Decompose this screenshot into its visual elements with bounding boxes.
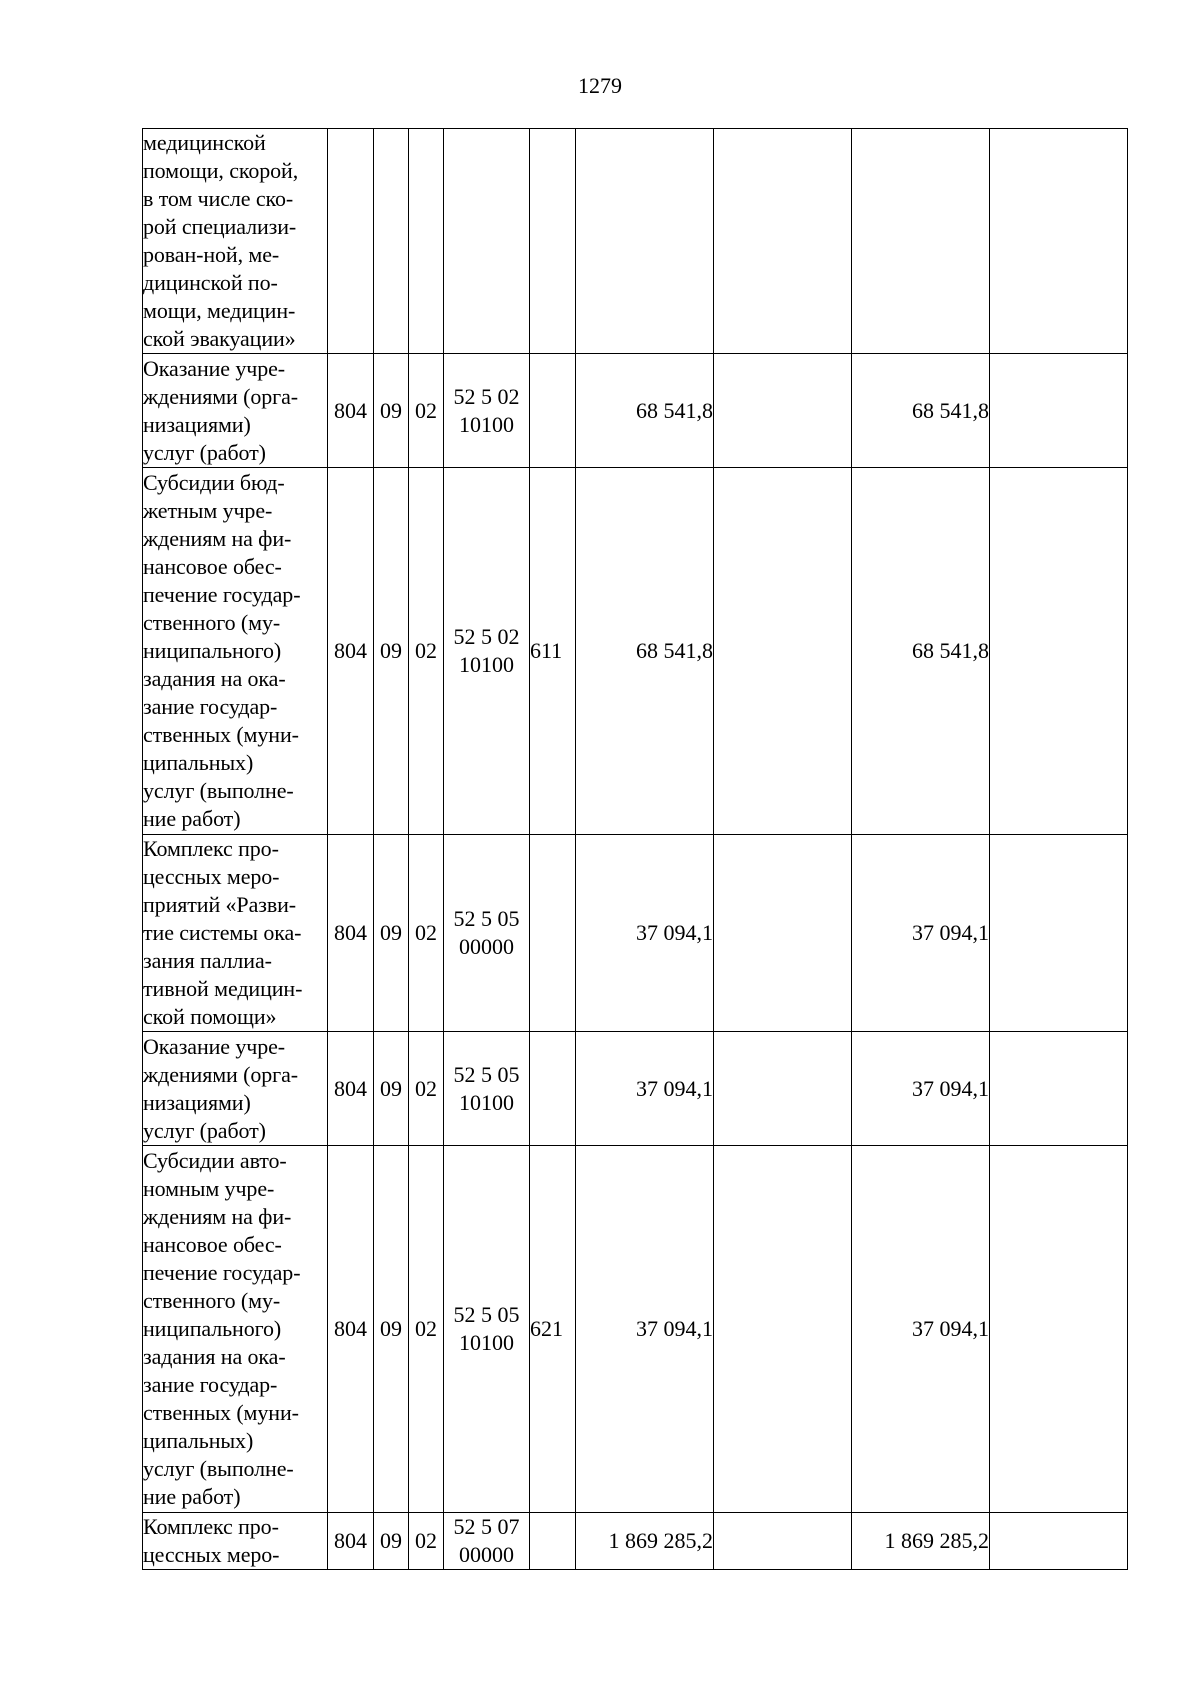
table-row	[143, 1146, 1128, 1513]
amount-2	[714, 1032, 852, 1146]
description-line: цессных меро-	[143, 864, 280, 889]
amount-1: 68 541,8	[576, 354, 714, 468]
section-code	[374, 129, 409, 354]
description-line: ственного (му-	[143, 1288, 281, 1313]
target-article-code	[444, 129, 530, 354]
row-description	[143, 1032, 328, 1146]
target-article-part-2: 10100	[459, 652, 514, 677]
description-line: зания паллиа-	[143, 948, 272, 973]
subsection-code: 02	[409, 354, 444, 468]
expense-type-code	[530, 1032, 576, 1146]
target-article-part-2: 00000	[459, 934, 514, 959]
expense-type-code	[530, 354, 576, 468]
ministry-code: 804	[328, 354, 374, 468]
amount-3: 68 541,8	[852, 468, 990, 835]
description-line: услуг (работ)	[143, 1117, 266, 1143]
description-line: Оказание учре-	[143, 1033, 286, 1059]
amount-4	[990, 1032, 1128, 1146]
subsection-code: 02	[409, 1032, 444, 1146]
description-line: мощи, медицин-	[143, 298, 296, 323]
amount-3: 1 869 285,2	[852, 1513, 990, 1570]
description-line: помощи, скорой,	[143, 158, 299, 183]
ministry-code: 804	[328, 468, 374, 835]
expense-type-code	[530, 835, 576, 1032]
description-line: ственных (муни-	[143, 722, 299, 747]
amount-3	[852, 129, 990, 354]
table-row	[143, 354, 1128, 468]
description-line: услуг (работ)	[143, 439, 266, 465]
amount-2	[714, 468, 852, 835]
target-article-part-2: 00000	[459, 1542, 514, 1567]
description-line: тие системы ока-	[143, 920, 302, 945]
target-article-part-1: 52 5 02	[453, 624, 520, 649]
amount-3: 37 094,1	[852, 1146, 990, 1513]
expense-type-code	[530, 129, 576, 354]
target-article-code	[444, 1032, 530, 1146]
description-line: ниципального)	[143, 638, 282, 663]
target-article-code	[444, 1146, 530, 1513]
section-code: 09	[374, 354, 409, 468]
description-line: ственных (муни-	[143, 1400, 299, 1425]
description-line: приятий «Разви-	[143, 892, 297, 917]
subsection-code: 02	[409, 835, 444, 1032]
description-line: Субсидии бюд-	[143, 470, 285, 495]
description-line: Субсидии авто-	[143, 1148, 287, 1173]
row-description	[143, 835, 328, 1032]
expense-type-code: 611	[530, 468, 576, 835]
target-article-code	[444, 835, 530, 1032]
description-line: задания на ока-	[143, 666, 286, 691]
description-line: Оказание учре-	[143, 355, 286, 381]
expense-type-code: 621	[530, 1146, 576, 1513]
description-line: ниципального)	[143, 1316, 282, 1341]
description-line: тивной медицин-	[143, 976, 303, 1001]
description-line: нансовое обес-	[143, 554, 282, 579]
page-number: 1279	[578, 73, 622, 98]
amount-1: 37 094,1	[576, 1032, 714, 1146]
description-line: зание государ-	[143, 1372, 278, 1397]
row-description	[143, 129, 328, 354]
description-line: Комплекс про-	[143, 836, 279, 861]
amount-2	[714, 1513, 852, 1570]
target-article-part-1: 52 5 05	[453, 906, 520, 931]
target-article-part-2: 10100	[459, 1089, 514, 1115]
description-line: зание государ-	[143, 694, 278, 719]
amount-4	[990, 835, 1128, 1032]
description-line: Комплекс про-	[143, 1514, 279, 1539]
target-article-part-2: 10100	[459, 411, 514, 437]
table-row	[143, 1032, 1128, 1146]
target-article-part-1: 52 5 05	[453, 1302, 520, 1327]
description-line: нансовое обес-	[143, 1232, 282, 1257]
target-article-code	[444, 1513, 530, 1570]
amount-4	[990, 1513, 1128, 1570]
target-article-code	[444, 468, 530, 835]
table-row	[143, 468, 1128, 835]
description-line: ской помощи»	[143, 1004, 277, 1029]
subsection-code: 02	[409, 1513, 444, 1570]
description-line: ждениями (орга-	[143, 383, 298, 409]
ministry-code	[328, 129, 374, 354]
amount-4	[990, 354, 1128, 468]
amount-1: 37 094,1	[576, 1146, 714, 1513]
description-line: низациями)	[143, 411, 251, 437]
description-line: ждениям на фи-	[143, 526, 292, 551]
description-line: ципальных)	[143, 1428, 254, 1453]
description-line: цессных меро-	[143, 1542, 280, 1567]
amount-1: 37 094,1	[576, 835, 714, 1032]
amount-2	[714, 354, 852, 468]
budget-table-body	[143, 129, 1128, 1570]
ministry-code: 804	[328, 1513, 374, 1570]
description-line: печение государ-	[143, 1260, 301, 1285]
amount-4	[990, 468, 1128, 835]
description-line: в том числе ско-	[143, 186, 294, 211]
description-line: ципальных)	[143, 750, 254, 775]
amount-3: 37 094,1	[852, 1032, 990, 1146]
description-line: ской эвакуации»	[143, 326, 296, 351]
subsection-code: 02	[409, 1146, 444, 1513]
description-line: печение государ-	[143, 582, 301, 607]
section-code: 09	[374, 468, 409, 835]
description-line: низациями)	[143, 1089, 251, 1115]
amount-4	[990, 1146, 1128, 1513]
description-line: ние работ)	[143, 806, 241, 831]
table-row	[143, 835, 1128, 1032]
amount-1: 68 541,8	[576, 468, 714, 835]
row-description	[143, 354, 328, 468]
target-article-part-1: 52 5 05	[453, 1061, 520, 1087]
row-description	[143, 468, 328, 835]
amount-3: 68 541,8	[852, 354, 990, 468]
subsection-code	[409, 129, 444, 354]
description-line: услуг (выполне-	[143, 1456, 294, 1481]
target-article-code	[444, 354, 530, 468]
target-article-part-2: 10100	[459, 1330, 514, 1355]
description-line: ждениям на фи-	[143, 1204, 292, 1229]
amount-4	[990, 129, 1128, 354]
section-code: 09	[374, 1146, 409, 1513]
target-article-part-1: 52 5 02	[453, 383, 520, 409]
table-row	[143, 129, 1128, 354]
amount-3: 37 094,1	[852, 835, 990, 1032]
description-line: жетным учре-	[143, 498, 273, 523]
description-line: рован-ной, ме-	[143, 242, 280, 267]
section-code: 09	[374, 835, 409, 1032]
amount-1	[576, 129, 714, 354]
amount-2	[714, 129, 852, 354]
amount-2	[714, 835, 852, 1032]
amount-1: 1 869 285,2	[576, 1513, 714, 1570]
description-line: медицинской	[143, 130, 266, 155]
table-row	[143, 1513, 1128, 1570]
ministry-code: 804	[328, 1032, 374, 1146]
description-line: номным учре-	[143, 1176, 275, 1201]
description-line: задания на ока-	[143, 1344, 286, 1369]
ministry-code: 804	[328, 1146, 374, 1513]
expense-type-code	[530, 1513, 576, 1570]
amount-2	[714, 1146, 852, 1513]
description-line: ние работ)	[143, 1484, 241, 1509]
row-description	[143, 1513, 328, 1570]
description-line: ственного (му-	[143, 610, 281, 635]
target-article-part-1: 52 5 07	[453, 1514, 520, 1539]
subsection-code: 02	[409, 468, 444, 835]
section-code: 09	[374, 1513, 409, 1570]
description-line: услуг (выполне-	[143, 778, 294, 803]
row-description	[143, 1146, 328, 1513]
section-code: 09	[374, 1032, 409, 1146]
description-line: дицинской по-	[143, 270, 278, 295]
budget-table	[142, 128, 1128, 1570]
ministry-code: 804	[328, 835, 374, 1032]
description-line: ждениями (орга-	[143, 1061, 298, 1087]
description-line: рой специализи-	[143, 214, 297, 239]
